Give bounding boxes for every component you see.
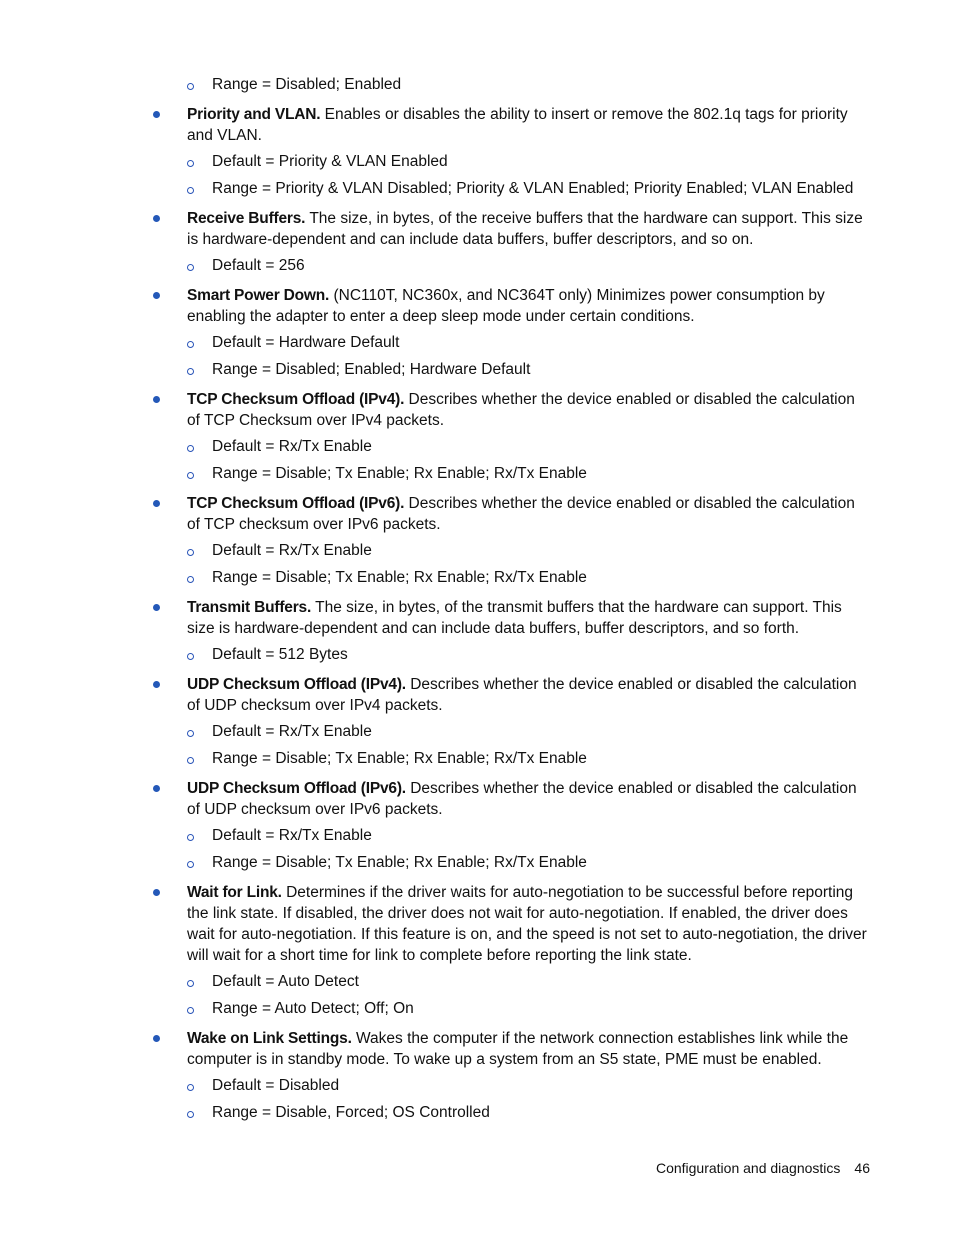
sub-item	[0, 74, 954, 96]
setting-description: Enables or disables the ability to insert or remove the 802.1q tags for priority and VLAN.	[187, 106, 848, 144]
sub-item-text: Default = Priority & VLAN Enabled	[212, 153, 448, 170]
list-item	[0, 882, 954, 966]
sub-item-text: Default = Disabled	[212, 1077, 340, 1094]
filled-bullet-icon	[153, 396, 160, 403]
hollow-bullet-icon	[187, 445, 194, 452]
sub-item-text: Default = 256	[212, 257, 305, 274]
sub-item-text: Default = Rx/Tx Enable	[212, 723, 372, 740]
setting-name: Receive Buffers.	[187, 210, 306, 227]
sub-item	[0, 998, 954, 1020]
page-footer	[656, 1158, 870, 1178]
hollow-bullet-icon	[187, 1084, 194, 1091]
filled-bullet-icon	[153, 889, 160, 896]
filled-bullet-icon	[153, 111, 160, 118]
hollow-bullet-icon	[187, 187, 194, 194]
sub-item-text: Default = Rx/Tx Enable	[212, 542, 372, 559]
sub-item-text: Range = Priority & VLAN Disabled; Priority & VLAN Enabled; Priority Enabled; VLAN Enabled	[212, 180, 854, 197]
list-item	[0, 1028, 954, 1070]
sub-item-text: Default = Rx/Tx Enable	[212, 827, 372, 844]
filled-bullet-icon	[153, 292, 160, 299]
hollow-bullet-icon	[187, 83, 194, 90]
filled-bullet-icon	[153, 215, 160, 222]
sub-item-text: Range = Disable, Forced; OS Controlled	[212, 1104, 490, 1121]
list-item	[0, 389, 954, 431]
hollow-bullet-icon	[187, 549, 194, 556]
list-item	[0, 597, 954, 639]
hollow-bullet-icon	[187, 834, 194, 841]
sub-item	[0, 825, 954, 847]
setting-description: Wakes the computer if the network connection establishes link while the computer is in standby mode. To wake up a system from an S5 state, PME must be enabled.	[187, 1030, 849, 1068]
hollow-bullet-icon	[187, 472, 194, 479]
hollow-bullet-icon	[187, 980, 194, 987]
hollow-bullet-icon	[187, 757, 194, 764]
hollow-bullet-icon	[187, 653, 194, 660]
setting-name: UDP Checksum Offload (IPv4).	[187, 676, 406, 693]
footer-section-title: Configuration and diagnostics	[655, 1160, 841, 1176]
filled-bullet-icon	[153, 500, 160, 507]
page-number: 46	[854, 1160, 870, 1176]
setting-name: Priority and VLAN.	[187, 106, 321, 123]
sub-item	[0, 852, 954, 874]
setting-description: The size, in bytes, of the transmit buffers that the hardware can support. This size is hardware-dependent and can include data buffers, buffer descriptors, and so forth.	[187, 599, 842, 637]
sub-item	[0, 178, 954, 200]
sub-item-text: Default = Auto Detect	[212, 973, 359, 990]
hollow-bullet-icon	[187, 341, 194, 348]
sub-item	[0, 567, 954, 589]
setting-description: The size, in bytes, of the receive buffers that the hardware can support. This size is hardware-dependent and can include data buffers, buffer descriptors, and so on.	[187, 210, 863, 248]
setting-description: (NC110T, NC360x, and NC364T only) Minimizes power consumption by enabling the adapter to enter a deep sleep mode under certain conditions.	[187, 287, 825, 325]
sub-item	[0, 1075, 954, 1097]
list-item	[0, 674, 954, 716]
sub-item-text: Range = Disabled; Enabled; Hardware Default	[212, 361, 531, 378]
sub-item-text: Range = Auto Detect; Off; On	[212, 1000, 414, 1017]
sub-item	[0, 748, 954, 770]
hollow-bullet-icon	[187, 1007, 194, 1014]
sub-item-text: Range = Disable; Tx Enable; Rx Enable; Rx/Tx Enable	[212, 569, 587, 586]
list-item	[0, 285, 954, 327]
hollow-bullet-icon	[187, 861, 194, 868]
sub-item	[0, 721, 954, 743]
sub-item-text: Default = Rx/Tx Enable	[212, 438, 372, 455]
list-item	[0, 778, 954, 820]
list-item	[0, 493, 954, 535]
filled-bullet-icon	[153, 785, 160, 792]
sub-item	[0, 359, 954, 381]
list-item	[0, 208, 954, 250]
filled-bullet-icon	[153, 1035, 160, 1042]
setting-description: Describes whether the device enabled or disabled the calculation of TCP checksum over IPv6 packets.	[187, 495, 855, 533]
sub-item-text: Range = Disable; Tx Enable; Rx Enable; Rx/Tx Enable	[212, 750, 587, 767]
list-item	[0, 104, 954, 146]
settings-list	[0, 74, 954, 1129]
sub-item-text: Default = Hardware Default	[212, 334, 400, 351]
sub-item-text: Range = Disable; Tx Enable; Rx Enable; Rx/Tx Enable	[212, 854, 587, 871]
setting-name: Smart Power Down.	[187, 287, 330, 304]
setting-name: TCP Checksum Offload (IPv4).	[187, 391, 405, 408]
hollow-bullet-icon	[187, 368, 194, 375]
setting-description: Describes whether the device enabled or disabled the calculation of UDP checksum over IPv4 packets.	[187, 676, 857, 714]
hollow-bullet-icon	[187, 264, 194, 271]
hollow-bullet-icon	[187, 576, 194, 583]
setting-name: Transmit Buffers.	[187, 599, 312, 616]
sub-item	[0, 255, 954, 277]
setting-description: Describes whether the device enabled or disabled the calculation of UDP checksum over IPv6 packets.	[187, 780, 857, 818]
filled-bullet-icon	[153, 604, 160, 611]
sub-item	[0, 151, 954, 173]
setting-name: Wake on Link Settings.	[187, 1030, 352, 1047]
sub-item	[0, 644, 954, 666]
sub-item-text: Default = 512 Bytes	[212, 646, 348, 663]
sub-item	[0, 540, 954, 562]
setting-name: UDP Checksum Offload (IPv6).	[187, 780, 406, 797]
sub-item-text: Range = Disable; Tx Enable; Rx Enable; Rx/Tx Enable	[212, 465, 587, 482]
sub-item	[0, 332, 954, 354]
filled-bullet-icon	[153, 681, 160, 688]
hollow-bullet-icon	[187, 730, 194, 737]
hollow-bullet-icon	[187, 160, 194, 167]
hollow-bullet-icon	[187, 1111, 194, 1118]
setting-name: Wait for Link.	[187, 884, 282, 901]
sub-item	[0, 436, 954, 458]
sub-item	[0, 971, 954, 993]
sub-item	[0, 463, 954, 485]
setting-name: TCP Checksum Offload (IPv6).	[187, 495, 405, 512]
sub-item-text: Range = Disabled; Enabled	[212, 76, 402, 93]
sub-item	[0, 1102, 954, 1124]
setting-description: Describes whether the device enabled or disabled the calculation of TCP Checksum over IPv4 packets.	[187, 391, 855, 429]
setting-description: Determines if the driver waits for auto-negotiation to be successful before reporting the link state. If disabled, the driver does not wait for auto-negotiation. If enabled, the driver does wait for auto-negotiation. If this feature is on, and the speed is not set to auto-negotiation, the driver will wait for a short time for link to complete before reporting the link state.	[187, 884, 867, 964]
